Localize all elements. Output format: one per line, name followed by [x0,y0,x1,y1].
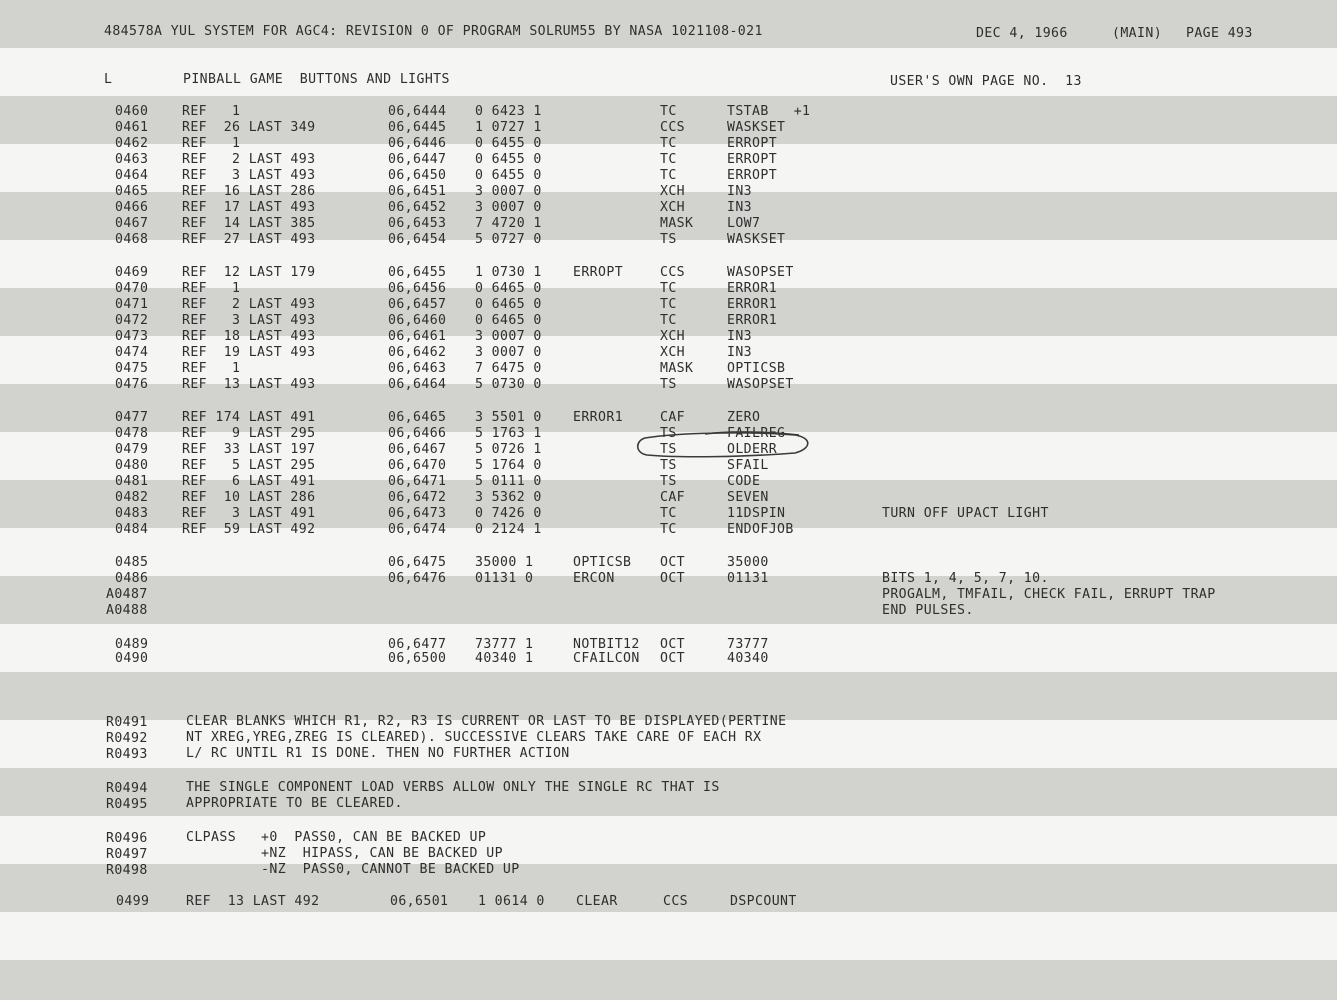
object-code: 1 0730 1 [475,265,542,280]
object-code: 3 0007 0 [475,184,542,199]
reference: REF 18 LAST 493 [182,329,316,344]
opcode: MASK [660,216,694,231]
object-code: 7 4720 1 [475,216,542,231]
reference: REF 59 LAST 492 [182,522,316,537]
line-number: A0487 [106,587,148,602]
opcode: CAF [660,490,686,505]
address: 06,6477 [388,637,447,652]
line-number: 0489 [115,637,149,652]
remark-text: CLPASS +0 PASS0, CAN BE BACKED UP [186,830,487,845]
address: 06,6472 [388,490,447,505]
reference: REF 10 LAST 286 [182,490,316,505]
operand: ENDOFJOB [727,522,794,537]
line-number: 0483 [115,506,149,521]
address: 06,6455 [388,265,447,280]
operand: LOW7 [727,216,761,231]
opcode: TC [660,152,677,167]
paper-band [0,672,1337,720]
object-code: 0 7426 0 [475,506,542,521]
line-number: 0481 [115,474,149,489]
reference: REF 1 [182,136,241,151]
address: 06,6473 [388,506,447,521]
address: 06,6460 [388,313,447,328]
address: 06,6465 [388,410,447,425]
opcode: TS [660,426,677,441]
operand: IN3 [727,200,753,215]
line-number: 0468 [115,232,149,247]
header-section: (MAIN) [1112,26,1163,41]
object-code: 3 5501 0 [475,410,542,425]
address: 06,6452 [388,200,447,215]
operand: WASKSET [727,120,786,135]
remark-text: -NZ PASS0, CANNOT BE BACKED UP [186,862,520,877]
remark-line-number: R0492 [106,731,148,746]
operand: 01131 [727,571,769,586]
label: ERROPT [573,265,624,280]
object-code: 3 0007 0 [475,200,542,215]
address: 06,6475 [388,555,447,570]
operand: IN3 [727,345,753,360]
address: 06,6453 [388,216,447,231]
line-number: 0475 [115,361,149,376]
line-number: 0460 [115,104,149,119]
reference: REF 1 [182,104,241,119]
pen-annotation [635,424,815,468]
object-code: 3 0007 0 [475,345,542,360]
line-number: 0464 [115,168,149,183]
reference: REF 19 LAST 493 [182,345,316,360]
line-cell: 0499 [116,894,150,909]
operand: WASKSET [727,232,786,247]
address: 06,6461 [388,329,447,344]
header-page-number: PAGE 493 [1186,26,1253,41]
opcode: TC [660,104,677,119]
label: ERCON [573,571,615,586]
address: 06,6467 [388,442,447,457]
remark-line-number: R0491 [106,715,148,730]
address: 06,6447 [388,152,447,167]
reference: REF 1 [182,281,241,296]
address: 06,6476 [388,571,447,586]
line-number: 0473 [115,329,149,344]
address: 06,6471 [388,474,447,489]
line-number: 0465 [115,184,149,199]
address: 06,6464 [388,377,447,392]
object-code: 0 6465 0 [475,313,542,328]
line-number: 0485 [115,555,149,570]
opcode: OCT [660,555,686,570]
reference: REF 2 LAST 493 [182,152,316,167]
opcode: OCT [660,571,686,586]
line-number: 0469 [115,265,149,280]
object-code: 3 5362 0 [475,490,542,505]
operand: WASOPSET [727,377,794,392]
address: 06,6445 [388,120,447,135]
operand: OPTICSB [727,361,786,376]
object-code: 5 0726 1 [475,442,542,457]
reference: REF 16 LAST 286 [182,184,316,199]
line-number: 0471 [115,297,149,312]
address: 06,6466 [388,426,447,441]
operand: ERROPT [727,168,778,183]
reference: REF 3 LAST 493 [182,168,316,183]
opcode: OCT [660,637,686,652]
line-number: 0480 [115,458,149,473]
object-code: 73777 1 [475,637,534,652]
object-code: 35000 1 [475,555,534,570]
operand: ERROR1 [727,281,778,296]
reference: REF 12 LAST 179 [182,265,316,280]
remark-line-number: R0496 [106,831,148,846]
reference: REF 6 LAST 491 [182,474,316,489]
object-code: 0 6455 0 [475,152,542,167]
object-code: 0 2124 1 [475,522,542,537]
address: 06,6456 [388,281,447,296]
address: 06,6457 [388,297,447,312]
comment: BITS 1, 4, 5, 7, 10. [882,571,1049,586]
operand: TSTAB +1 [727,104,811,119]
opcode: TC [660,506,677,521]
reference: REF 5 LAST 295 [182,458,316,473]
opcode: TS [660,458,677,473]
operand: ERROR1 [727,313,778,328]
remark-line-number: R0497 [106,847,148,862]
object-code: 0 6423 1 [475,104,542,119]
opcode: TC [660,168,677,183]
reference: REF 26 LAST 349 [182,120,316,135]
line-number: 0470 [115,281,149,296]
line-number: 0467 [115,216,149,231]
comment: END PULSES. [882,603,974,618]
object-code: 5 1764 0 [475,458,542,473]
object-code: 1 0727 1 [475,120,542,135]
operand: 35000 [727,555,769,570]
opcode: TC [660,297,677,312]
remark-text: APPROPRIATE TO BE CLEARED. [186,796,403,811]
address: 06,6463 [388,361,447,376]
reference: REF 27 LAST 493 [182,232,316,247]
line-number: 0463 [115,152,149,167]
object-code: 0 6455 0 [475,168,542,183]
line-number: 0461 [115,120,149,135]
line-number: 0477 [115,410,149,425]
remark-text: THE SINGLE COMPONENT LOAD VERBS ALLOW ONLY THE SINGLE RC THAT IS [186,780,720,795]
reference: REF 13 LAST 493 [182,377,316,392]
op-cell: CCS [663,894,689,909]
operand: SFAIL [727,458,769,473]
remark-text: +NZ HIPASS, CAN BE BACKED UP [186,846,503,861]
reference: REF 3 LAST 493 [182,313,316,328]
operand: IN3 [727,329,753,344]
ref-cell: REF 13 LAST 492 [186,894,320,909]
object-code: 0 6465 0 [475,297,542,312]
address: 06,6451 [388,184,447,199]
address: 06,6462 [388,345,447,360]
object-code: 7 6475 0 [475,361,542,376]
operand: FAILREG [727,426,786,441]
comment: PROGALM, TMFAIL, CHECK FAIL, ERRUPT TRAP [882,587,1216,602]
label: OPTICSB [573,555,632,570]
reference: REF 17 LAST 493 [182,200,316,215]
reference: REF 3 LAST 491 [182,506,316,521]
line-number: 0490 [115,651,149,666]
code-cell: 1 0614 0 [478,894,545,909]
addr-cell: 06,6501 [390,894,449,909]
operand: ERROPT [727,136,778,151]
opcode: CCS [660,120,686,135]
opcode: TS [660,442,677,457]
operand: ERROPT [727,152,778,167]
address: 06,6470 [388,458,447,473]
opcode: TC [660,136,677,151]
remark-text: CLEAR BLANKS WHICH R1, R2, R3 IS CURRENT OR LAST TO BE DISPLAYED(PERTINE [186,714,787,729]
operand: OLDERR [727,442,778,457]
opcode: OCT [660,651,686,666]
opcode: MASK [660,361,694,376]
line-number: 0484 [115,522,149,537]
operand: WASOPSET [727,265,794,280]
object-code: 0 6465 0 [475,281,542,296]
opcode: XCH [660,184,686,199]
line-number: 0482 [115,490,149,505]
opcode: CCS [660,265,686,280]
address: 06,6474 [388,522,447,537]
opcode: TC [660,522,677,537]
line-number: 0478 [115,426,149,441]
operand: 73777 [727,637,769,652]
address: 06,6446 [388,136,447,151]
object-code: 40340 1 [475,651,534,666]
opcode: TS [660,474,677,489]
paper-band [0,960,1337,1000]
address: 06,6500 [388,651,447,666]
opcode: XCH [660,345,686,360]
line-number: A0488 [106,603,148,618]
line-number: 0472 [115,313,149,328]
log-section-title: PINBALL GAME BUTTONS AND LIGHTS [183,72,450,87]
label-cell: CLEAR [576,894,618,909]
remark-line-number: R0494 [106,781,148,796]
opcode: TS [660,377,677,392]
header-title: 484578A YUL SYSTEM FOR AGC4: REVISION 0 OF PROGRAM SOLRUM55 BY NASA 1021108-021 [104,24,763,39]
object-code: 5 0727 0 [475,232,542,247]
object-code: 5 1763 1 [475,426,542,441]
reference: REF 1 [182,361,241,376]
line-number: 0474 [115,345,149,360]
operand: 11DSPIN [727,506,786,521]
reference: REF 33 LAST 197 [182,442,316,457]
object-code: 5 0730 0 [475,377,542,392]
operand: IN3 [727,184,753,199]
line-number: 0486 [115,571,149,586]
line-number: 0476 [115,377,149,392]
remark-line-number: R0498 [106,863,148,878]
reference: REF 9 LAST 295 [182,426,316,441]
header-date: DEC 4, 1966 [976,26,1068,41]
object-code: 3 0007 0 [475,329,542,344]
operand: CODE [727,474,761,489]
comment: TURN OFF UPACT LIGHT [882,506,1049,521]
user-page-number: USER'S OWN PAGE NO. 13 [890,74,1082,89]
operand-cell: DSPCOUNT [730,894,797,909]
line-number: 0462 [115,136,149,151]
operand: SEVEN [727,490,769,505]
line-number: 0479 [115,442,149,457]
log-section-letter: L [104,72,113,87]
remark-text: NT XREG,YREG,ZREG IS CLEARED). SUCCESSIVE CLEARS TAKE CARE OF EACH RX [186,730,762,745]
reference: REF 174 LAST 491 [182,410,316,425]
label: CFAILCON [573,651,640,666]
operand: 40340 [727,651,769,666]
operand: ERROR1 [727,297,778,312]
opcode: CAF [660,410,686,425]
label: NOTBIT12 [573,637,640,652]
opcode: XCH [660,200,686,215]
label: ERROR1 [573,410,624,425]
object-code: 0 6455 0 [475,136,542,151]
opcode: TC [660,313,677,328]
opcode: TS [660,232,677,247]
address: 06,6454 [388,232,447,247]
remark-line-number: R0493 [106,747,148,762]
opcode: XCH [660,329,686,344]
address: 06,6444 [388,104,447,119]
operand: ZERO [727,410,761,425]
remark-text: L/ RC UNTIL R1 IS DONE. THEN NO FURTHER ACTION [186,746,570,761]
object-code: 5 0111 0 [475,474,542,489]
line-number: 0466 [115,200,149,215]
remark-line-number: R0495 [106,797,148,812]
reference: REF 14 LAST 385 [182,216,316,231]
object-code: 01131 0 [475,571,534,586]
address: 06,6450 [388,168,447,183]
opcode: TC [660,281,677,296]
reference: REF 2 LAST 493 [182,297,316,312]
circle-mark [638,433,808,457]
